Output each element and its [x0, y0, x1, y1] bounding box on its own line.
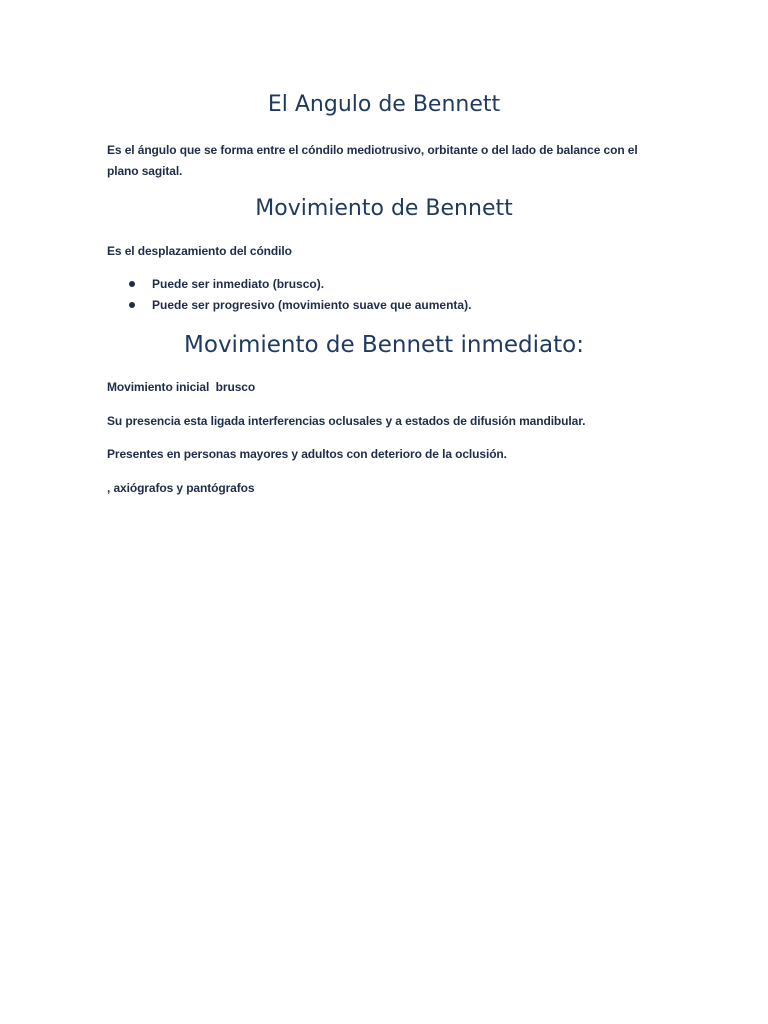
desplazamiento-paragraph: Es el desplazamiento del cóndilo	[107, 244, 292, 258]
paragraph-line-1: Movimiento inicial brusco	[107, 380, 256, 394]
list-item-text: Puede ser progresivo (movimiento suave que aumenta).	[152, 298, 472, 312]
list-item	[107, 274, 667, 295]
bullet-icon	[129, 302, 135, 308]
paragraph-line-2: Su presencia esta ligada interferencias oclusales y a estados de difusión mandibular.	[107, 414, 586, 428]
heading-angulo-bennett: El Angulo de Bennett	[267, 92, 501, 117]
heading-movimiento-inmediato: Movimiento de Bennett inmediato:	[184, 332, 584, 358]
paragraph-line-4: , axiógrafos y pantógrafos	[107, 481, 255, 495]
paragraph-line-3: Presentes en personas mayores y adultos con deterioro de la oclusión.	[107, 447, 507, 461]
intro-paragraph: Es el ángulo que se forma entre el cóndilo mediotrusivo, orbitante o del lado de balance con el plano sagital.	[107, 143, 638, 178]
heading-movimiento-bennett: Movimiento de Bennett	[255, 196, 513, 221]
list-item-text: Puede ser inmediato (brusco).	[152, 277, 325, 291]
list-item	[107, 295, 667, 316]
bullet-list	[107, 274, 667, 316]
bullet-icon	[129, 281, 135, 287]
